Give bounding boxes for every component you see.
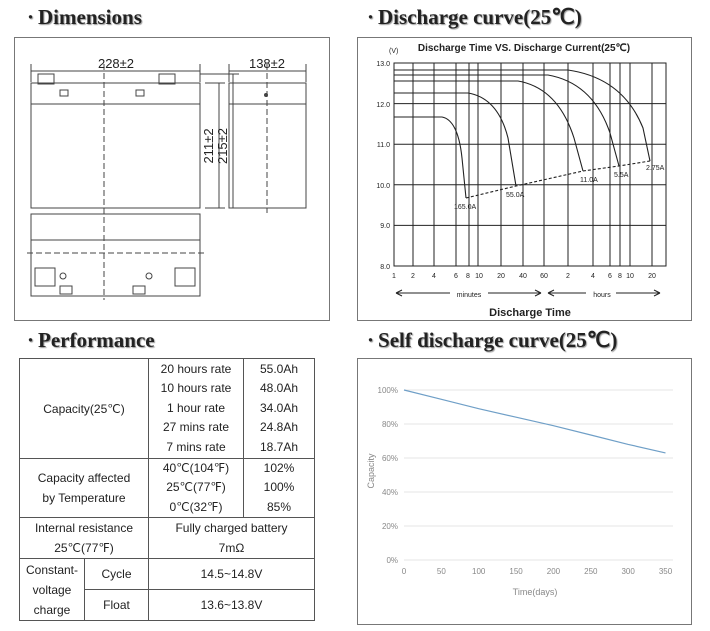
x-tick: 20 xyxy=(497,273,505,280)
x-tick: 40 xyxy=(519,273,527,280)
temperature-label: Capacity affected by Temperature xyxy=(20,459,149,518)
discharge-x-axis-title: Discharge Time xyxy=(489,307,571,319)
x-tick: 1 xyxy=(392,273,396,280)
float-label: Float xyxy=(85,590,149,621)
capacity-label: Capacity(25℃) xyxy=(20,359,149,459)
discharge-panel xyxy=(357,37,692,321)
temperature-cell: 40℃(104℉) 25℃(77℉) 0℃(32℉) xyxy=(149,459,244,518)
performance-table xyxy=(19,358,315,621)
dimensions-panel xyxy=(14,37,330,321)
x-tick: 10 xyxy=(475,273,483,280)
curve-label-55a: 55.0A xyxy=(506,192,525,199)
x-tick: 2 xyxy=(566,273,570,280)
capacity-values-cell: 55.0Ah 48.0Ah 34.0Ah 24.8Ah 18.7Ah xyxy=(244,359,315,459)
hours-label: hours xyxy=(593,292,611,299)
dimensions-heading: · Dimensions xyxy=(27,5,142,29)
self-discharge-y-label: Capacity xyxy=(366,453,376,489)
curve-165a xyxy=(394,117,466,198)
internal-resistance-value: Fully charged battery 7mΩ xyxy=(149,518,315,559)
x-tick-label: 0 xyxy=(401,567,407,576)
cycle-label: Cycle xyxy=(85,559,149,590)
curve-label-5-5a: 5.5A xyxy=(614,172,629,179)
discharge-heading: · Discharge curve(25℃) xyxy=(367,5,582,29)
self-discharge-x-label: Time(days) xyxy=(512,587,558,597)
x-tick-label: 50 xyxy=(436,567,446,576)
x-tick-label: 300 xyxy=(621,567,635,576)
x-tick: 6 xyxy=(608,273,612,280)
y-tick: 12.0 xyxy=(376,102,390,109)
x-tick: 4 xyxy=(591,273,595,280)
y-tick-label: 80% xyxy=(381,420,398,429)
x-tick: 8 xyxy=(466,273,470,280)
y-tick: 11.0 xyxy=(376,142,390,149)
y-tick-label: 60% xyxy=(381,454,398,463)
constant-voltage-label: Constant- voltage charge xyxy=(20,559,85,621)
x-tick: 20 xyxy=(648,273,656,280)
y-tick: 13.0 xyxy=(376,61,390,68)
total-height-dimension: 215±2 xyxy=(215,127,230,165)
x-tick-label: 100 xyxy=(472,567,486,576)
y-tick-label: 0% xyxy=(386,556,398,565)
float-value: 13.6~13.8V xyxy=(149,590,315,621)
width-dimension: 228±2 xyxy=(97,56,135,71)
curve-5-5a xyxy=(394,75,619,166)
internal-resistance-label: Internal resistance 25℃(77℉) xyxy=(20,518,149,559)
cycle-value: 14.5~14.8V xyxy=(149,559,315,590)
curve-label-165a: 165.0A xyxy=(454,204,477,211)
x-tick: 10 xyxy=(626,273,634,280)
discharge-chart-title: Discharge Time VS. Discharge Current(25℃) xyxy=(417,43,631,54)
dimension-drawing xyxy=(15,38,329,320)
temperature-values-cell: 102% 100% 85% xyxy=(244,459,315,518)
x-tick-label: 350 xyxy=(658,567,673,576)
x-tick-label: 200 xyxy=(546,567,561,576)
self-discharge-chart xyxy=(358,359,691,624)
x-tick: 6 xyxy=(454,273,458,280)
x-tick: 4 xyxy=(432,273,436,280)
curve-2-75a xyxy=(394,70,650,161)
rate-cell: 20 hours rate 10 hours rate 1 hour rate 27 mins rate 7 mins rate xyxy=(149,359,244,459)
curve-11a xyxy=(394,81,583,171)
y-tick: 9.0 xyxy=(380,223,390,230)
x-tick: 2 xyxy=(411,273,415,280)
x-tick: 8 xyxy=(618,273,622,280)
curve-label-11a: 11.0A xyxy=(580,177,598,184)
discharge-chart xyxy=(358,38,691,320)
x-tick-label: 250 xyxy=(584,567,598,576)
curve-label-2-75a: 2.75A xyxy=(646,165,665,172)
curve-55a xyxy=(394,93,516,186)
y-tick: 8.0 xyxy=(380,264,390,271)
depth-dimension: 138±2 xyxy=(248,56,286,71)
self-discharge-panel xyxy=(357,358,692,625)
voltage-unit: (V) xyxy=(389,48,399,55)
y-tick-label: 40% xyxy=(381,488,398,497)
y-tick-label: 100% xyxy=(377,386,398,395)
inner-height-dimension: 211±2 xyxy=(201,128,216,164)
self-discharge-heading: · Self discharge curve(25℃) xyxy=(367,328,618,352)
x-tick-label: 150 xyxy=(509,567,523,576)
performance-heading: · Performance xyxy=(27,328,155,352)
x-tick: 60 xyxy=(540,273,548,280)
capacity-series-line xyxy=(404,390,666,453)
y-tick: 10.0 xyxy=(376,183,390,190)
minutes-label: minutes xyxy=(456,292,482,299)
y-tick-label: 20% xyxy=(381,522,398,531)
